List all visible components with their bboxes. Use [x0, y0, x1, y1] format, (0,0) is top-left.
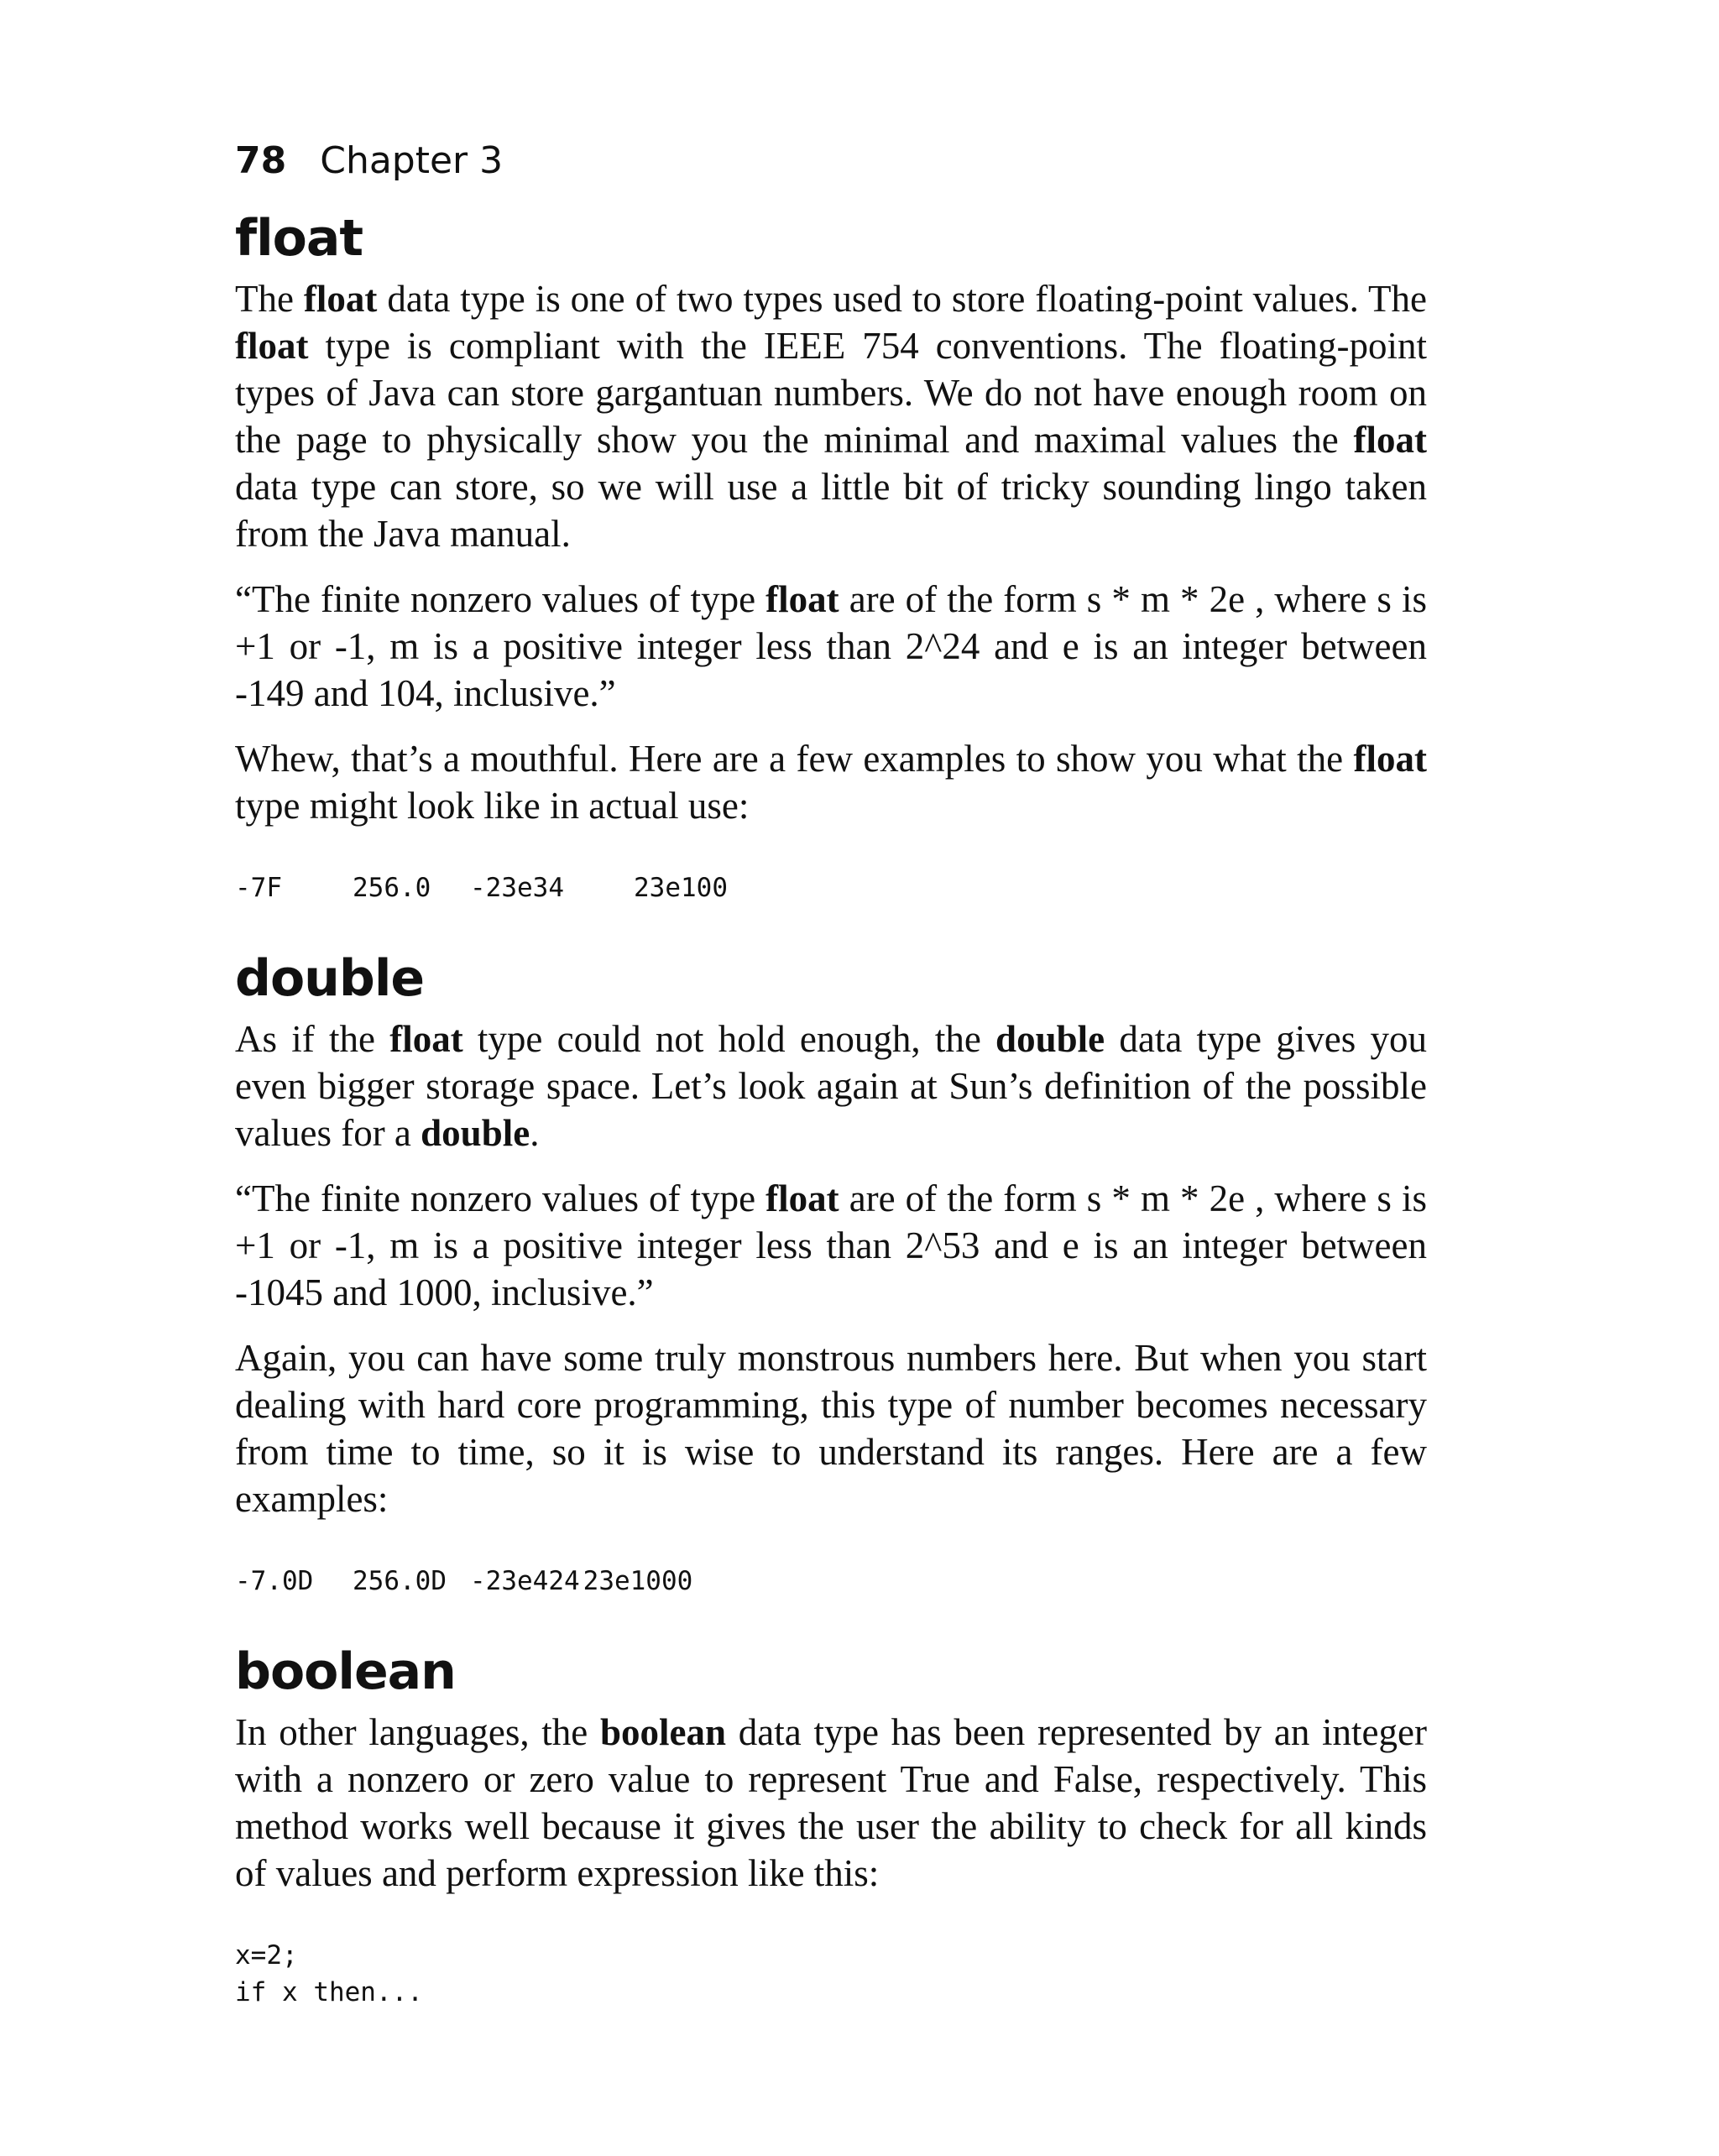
- paragraph: [235, 735, 1427, 829]
- text-run: data type has been represented by an integer with a nonzero or zero value to represent True and False, respectively. This method works well because it gives the user the ability to check for all kinds of values and perform expression like this:: [235, 1711, 1427, 1894]
- code-token: 256.0D: [353, 1566, 447, 1596]
- text-run: type could not hold enough, the: [462, 1018, 996, 1060]
- paragraph: [235, 1015, 1427, 1156]
- code-example: [235, 1563, 1427, 1600]
- keyword: float: [389, 1018, 463, 1060]
- code-line: [235, 1937, 1427, 1974]
- paragraph: [235, 1709, 1427, 1897]
- text-run: data type is one of two types used to store floating-point values. The: [377, 278, 1427, 320]
- text-run: .: [530, 1112, 540, 1154]
- keyword: float: [765, 1177, 839, 1219]
- text-run: Again, you can have some truly monstrous numbers here. But when you start dealing with hard core programming, this type of number becomes necessary from time to time, so it is wise to understand its ranges. Here are a few examples:: [235, 1337, 1427, 1520]
- book-page: [235, 139, 1427, 2011]
- keyword: double: [421, 1112, 530, 1154]
- keyword: float: [765, 578, 839, 620]
- keyword: float: [235, 325, 309, 367]
- code-token: -7F: [235, 873, 282, 903]
- code-token: -23e34: [470, 873, 564, 903]
- text-run: type is compliant with the IEEE 754 conventions. The floating-point types of Java can store gargantuan numbers. We do not have enough room on the page to physically show you the minimal and maximal values the: [235, 325, 1427, 461]
- code-token: if x then...: [235, 1977, 423, 2007]
- text-run: are of the form s * m * 2e , where s is +1 or -1, m is a positive integer less than 2^53 and e is an integer between -1045 and 1000, inclusive.”: [235, 1177, 1427, 1313]
- keyword: float: [1353, 738, 1427, 780]
- section-double: [235, 949, 1427, 1600]
- section-heading: boolean: [235, 1642, 456, 1701]
- section-heading: double: [235, 949, 425, 1008]
- text-run: In other languages, the: [235, 1711, 601, 1753]
- text-run: As if the: [235, 1018, 390, 1060]
- section-heading: float: [235, 209, 363, 268]
- paragraph: [235, 576, 1427, 717]
- code-token: -23e424: [470, 1566, 580, 1596]
- code-token: 23e100: [634, 873, 728, 903]
- code-line: [235, 869, 1427, 906]
- text-run: The: [235, 278, 304, 320]
- keyword: double: [995, 1018, 1105, 1060]
- code-example: [235, 869, 1427, 906]
- text-run: data type gives you even bigger storage space. Let’s look again at Sun’s definition of the possible values for a: [235, 1018, 1427, 1154]
- chapter-label: Chapter 3: [320, 139, 504, 182]
- code-token: 23e1000: [583, 1566, 693, 1596]
- keyword: float: [1353, 419, 1427, 461]
- section-float: [235, 209, 1427, 906]
- content: [235, 209, 1427, 2011]
- text-run: “The finite nonzero values of type: [235, 578, 766, 620]
- code-line: [235, 1974, 1427, 2011]
- paragraph: [235, 275, 1427, 557]
- page-number: 78: [235, 139, 287, 182]
- text-run: Whew, that’s a mouthful. Here are a few examples to show you what the: [235, 738, 1354, 780]
- text-run: type might look like in actual use:: [235, 785, 750, 827]
- text-run: data type can store, so we will use a little bit of tricky sounding lingo taken from the Java manual.: [235, 466, 1427, 555]
- paragraph: [235, 1175, 1427, 1316]
- paragraph: [235, 1334, 1427, 1522]
- code-example: [235, 1937, 1427, 2011]
- keyword: boolean: [600, 1711, 727, 1753]
- code-token: x=2;: [235, 1940, 298, 1971]
- code-token: 256.0: [353, 873, 431, 903]
- code-token: -7.0D: [235, 1566, 314, 1596]
- text-run: are of the form s * m * 2e , where s is +1 or -1, m is a positive integer less than 2^24 and e is an integer between -149 and 104, inclusive.”: [235, 578, 1427, 714]
- keyword: float: [303, 278, 378, 320]
- section-boolean: [235, 1642, 1427, 2011]
- running-head: [235, 139, 1427, 182]
- code-line: [235, 1563, 1427, 1600]
- text-run: “The finite nonzero values of type: [235, 1177, 766, 1219]
